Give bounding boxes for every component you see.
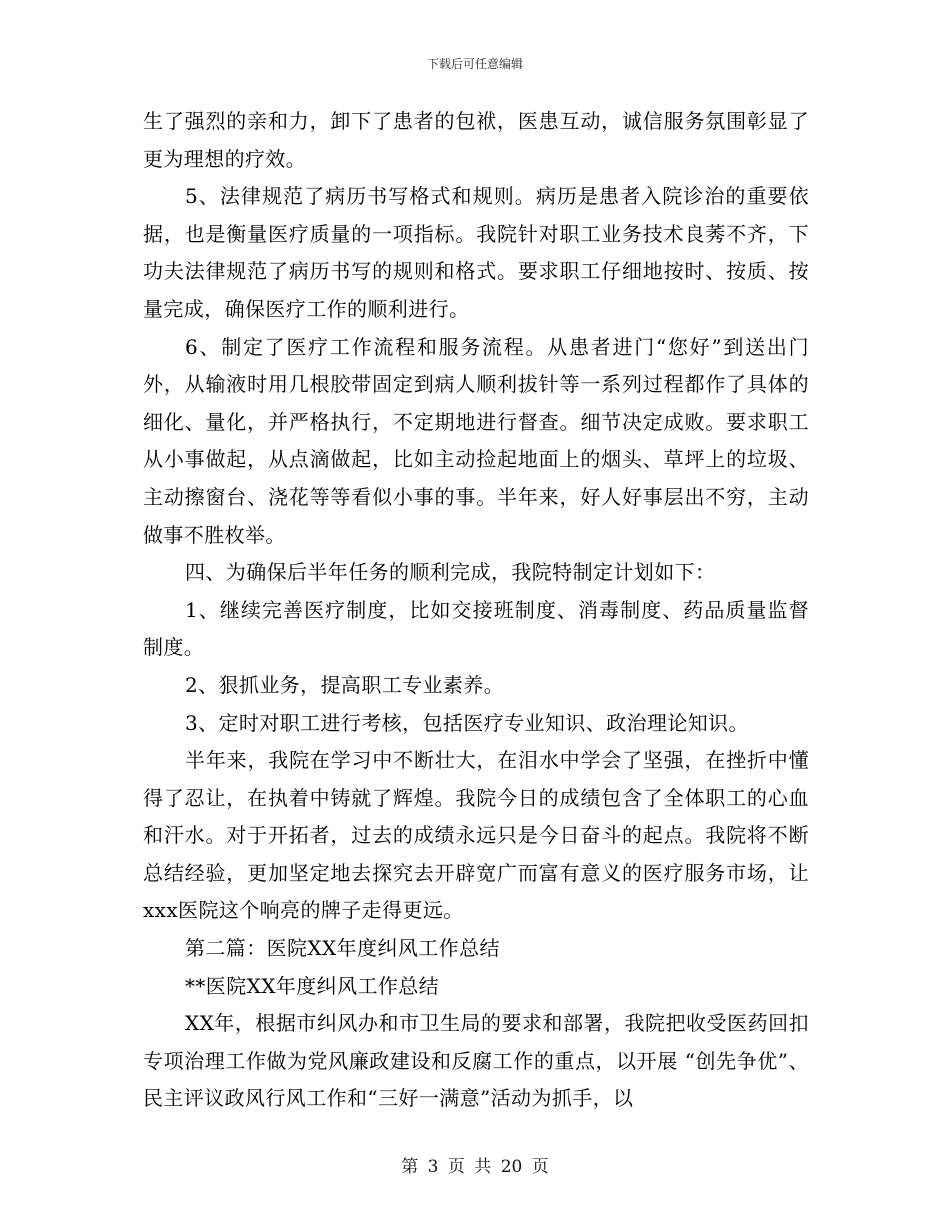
article-title: 第二篇：医院XX年度纠风工作总结 <box>185 936 500 961</box>
paragraph: 5、法律规范了病历书写格式和规则。病历是患者入院诊治的重要依据，也是衡量医疗质量的一项指标。我院针对职工业务技术良莠不齐，下功夫法律规范了病历书写的规则和格式。要求职工仔细地按时、按质、按量完成，确保医疗工作的顺利进行。 <box>143 184 809 321</box>
article-subtitle: **医院XX年度纠风工作总结 <box>185 973 440 998</box>
paragraph: XX年，根据市纠风办和市卫生局的要求和部署，我院把收受医药回扣专项治理工作做为党风廉政建设和反腐工作的重点，以开展 “创先争优”、民主评议政风行风工作和“三好一满意”活动为抓手，以 <box>143 1011 809 1111</box>
page-footer: 第 3 页 共 20 页 <box>401 1157 549 1177</box>
paragraph: 2、狠抓业务，提高职工专业素养。 <box>185 672 505 697</box>
paragraph: 生了强烈的亲和力，卸下了患者的包袱，医患互动，诚信服务氛围彰显了更为理想的疗效。 <box>143 109 809 171</box>
paragraph: 3、定时对职工进行考核，包括医疗专业知识、政治理论知识。 <box>185 710 749 735</box>
document-body <box>143 103 809 1118</box>
section-heading: 四、为确保后半年任务的顺利完成，我院特制定计划如下： <box>185 560 716 585</box>
paragraph: 1、继续完善医疗制度，比如交接班制度、消毒制度、药品质量监督制度。 <box>143 597 809 660</box>
paragraph: 半年来，我院在学习中不断壮大，在泪水中学会了坚强，在挫折中懂得了忍让，在执着中铸就了辉煌。我院今日的成绩包含了全体职工的心血和汗水。对于开拓者，过去的成绩永远只是今日奋斗的起点。我院将不断总结经验，更加坚定地去探究去开辟宽广而富有意义的医疗服务市场，让xxx医院这个响亮的牌子走得更远。 <box>143 748 809 923</box>
paragraph: 6、制定了医疗工作流程和服务流程。从患者进门“您好”到送出门外，从输液时用几根胶带固定到病人顺利拔针等一系列过程都作了具体的细化、量化，并严格执行，不定期地进行督查。细节决定成败。要求职工从小事做起，从点滴做起，比如主动捡起地面上的烟头、草坪上的垃圾、主动擦窗台、浇花等等看似小事的事。半年来，好人好事层出不穷，主动做事不胜枚举。 <box>143 334 809 547</box>
page-header: 下载后可任意编辑 <box>426 57 523 71</box>
